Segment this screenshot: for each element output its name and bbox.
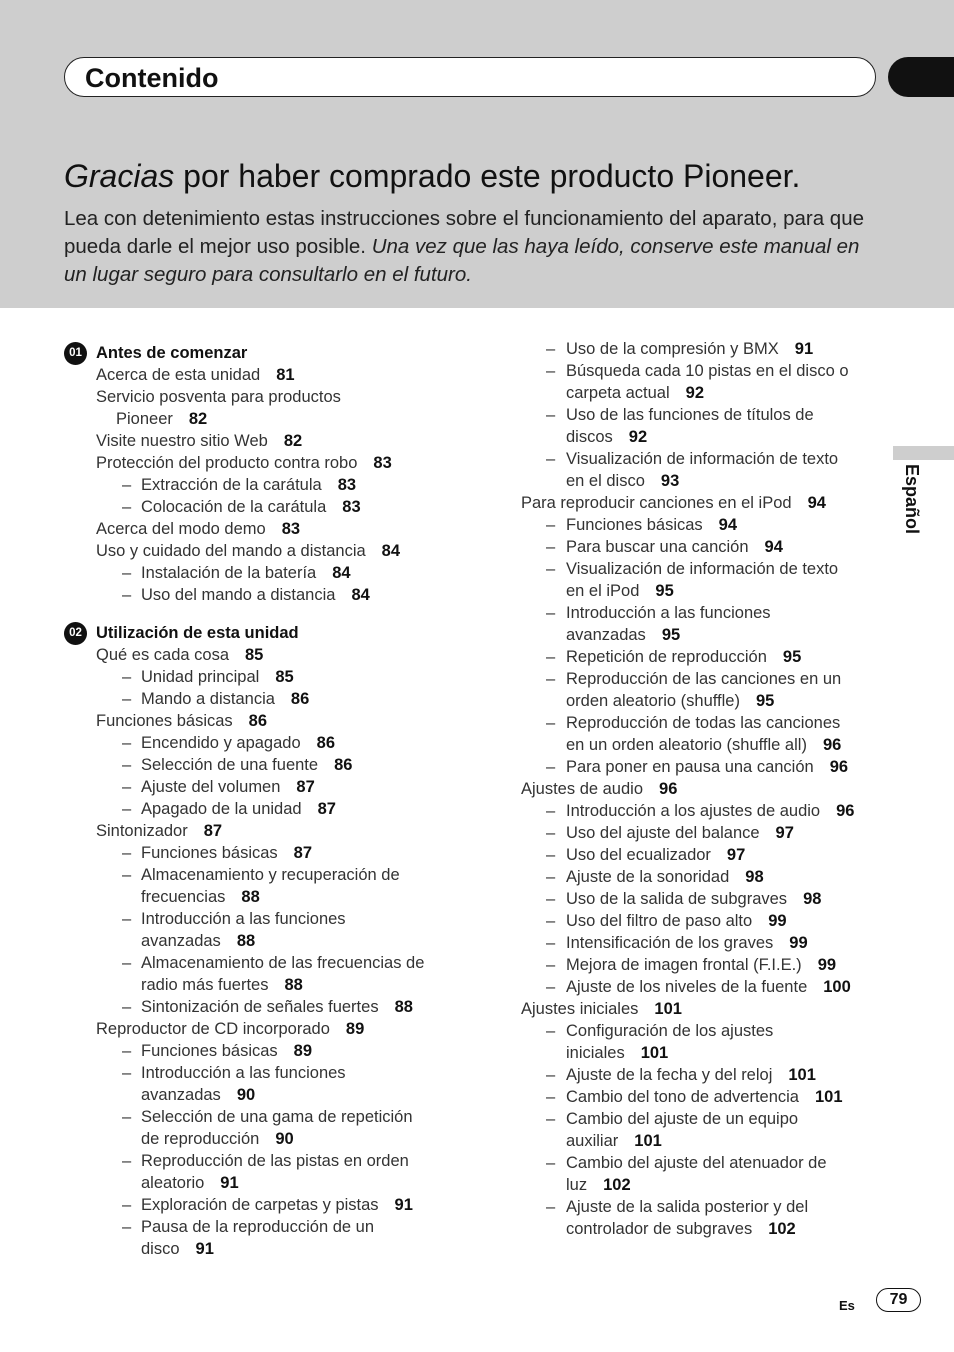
toc-entry-text: Para buscar una canción (566, 538, 749, 556)
toc-page-number: 92 (685, 384, 705, 402)
dash-bullet: – (546, 1066, 556, 1084)
toc-page-number: 87 (317, 800, 336, 818)
toc-entry-continuation: aleatorio (141, 1174, 205, 1192)
toc-page-number: 97 (775, 824, 794, 842)
toc-entry[interactable] (64, 540, 464, 562)
toc-subentry[interactable] (520, 1064, 880, 1086)
toc-entry-continuation: luz (566, 1176, 588, 1194)
toc-page-number: 88 (236, 932, 256, 950)
toc-page-number: 90 (236, 1086, 256, 1104)
toc-subentry[interactable] (64, 776, 464, 798)
toc-subentry[interactable] (64, 842, 464, 864)
toc-entry-text: Apagado de la unidad (141, 800, 302, 818)
toc-entry-text: Uso de las funciones de títulos de (566, 406, 814, 424)
toc-page-number: 98 (803, 890, 822, 908)
toc-entry-text: Mejora de imagen frontal (F.I.E.) (566, 956, 802, 974)
toc-subentry[interactable] (64, 496, 464, 518)
toc-entry-text: Acerca del modo demo (96, 520, 266, 538)
toc-subentry[interactable] (520, 514, 880, 536)
toc-page-number: 83 (342, 498, 361, 516)
toc-subentry[interactable] (520, 404, 880, 448)
dash-bullet: – (122, 1218, 132, 1236)
toc-subentry[interactable] (520, 712, 880, 756)
dash-bullet: – (122, 844, 132, 862)
dash-bullet: – (546, 824, 556, 842)
toc-entry-text: Colocación de la carátula (141, 498, 327, 516)
toc-subentry[interactable] (520, 932, 880, 954)
toc-entry[interactable] (64, 430, 464, 452)
toc-subentry[interactable] (64, 584, 464, 606)
dash-bullet: – (546, 516, 556, 534)
toc-entry[interactable] (64, 452, 464, 474)
toc-subentry[interactable] (520, 1020, 880, 1064)
toc-page-number: 86 (290, 690, 310, 708)
toc-page-number: 95 (755, 692, 775, 710)
dash-bullet: – (546, 934, 556, 952)
toc-entry-continuation: frecuencias (141, 888, 226, 906)
intro-plain: Lea con detenimiento estas instrucciones sobre el funcionamiento del aparato, para que pueda darle el mejor uso posible. (64, 207, 865, 258)
language-label-box (898, 464, 928, 554)
toc-page-number: 92 (628, 428, 648, 446)
toc-entry-text: Funciones básicas (141, 1042, 278, 1060)
dash-bullet: – (546, 956, 556, 974)
toc-entry-text: Funciones básicas (566, 516, 703, 534)
dash-bullet: – (122, 690, 132, 708)
section-number-badge: 02 (64, 622, 87, 645)
toc-page-number: 88 (394, 998, 413, 1016)
dash-bullet: – (122, 778, 132, 796)
toc-entry-text: Selección de una fuente (141, 756, 319, 774)
toc-entry[interactable] (520, 492, 880, 514)
dash-bullet: – (122, 1196, 132, 1214)
toc-subentry[interactable] (520, 558, 880, 602)
toc-subentry[interactable] (520, 800, 880, 822)
toc-subentry[interactable] (520, 536, 880, 558)
toc-entry-continuation: avanzadas (141, 932, 221, 950)
toc-entry-text: Funciones básicas (141, 844, 278, 862)
toc-subentry[interactable] (520, 1152, 880, 1196)
dash-bullet: – (122, 954, 132, 972)
dash-bullet: – (546, 340, 556, 358)
toc-entry[interactable] (64, 386, 464, 430)
toc-subentry[interactable] (520, 646, 880, 668)
toc-subentry[interactable] (64, 688, 464, 710)
toc-page-number: 96 (659, 780, 678, 798)
dash-bullet: – (546, 648, 556, 666)
toc-page-number: 96 (829, 758, 849, 776)
toc-page-number: 102 (768, 1220, 796, 1238)
toc-entry-text: Mando a distancia (141, 690, 275, 708)
toc-page-number: 89 (345, 1020, 365, 1038)
toc-page-number: 81 (276, 366, 295, 384)
toc-entry-text: Reproductor de CD incorporado (96, 1020, 330, 1038)
dash-bullet: – (122, 1152, 132, 1170)
toc-page-number: 85 (245, 646, 264, 664)
headline-rest: por haber comprado este producto Pioneer. (174, 158, 801, 194)
toc-entry-continuation: en el disco (566, 472, 645, 490)
dash-bullet: – (546, 1154, 556, 1172)
toc-entry-text: Uso del mando a distancia (141, 586, 336, 604)
toc-page-number: 91 (195, 1240, 214, 1258)
dash-bullet: – (546, 978, 556, 996)
toc-subentry[interactable] (64, 996, 464, 1018)
toc-entry-text: Uso del ajuste del balance (566, 824, 760, 842)
intro-paragraph (64, 205, 884, 289)
dash-bullet: – (546, 406, 556, 424)
toc-page-number: 82 (188, 410, 208, 428)
toc-subentry[interactable] (520, 866, 880, 888)
toc-page-number: 100 (823, 978, 851, 996)
toc-entry-text: Uso de la salida de subgraves (566, 890, 788, 908)
toc-page-number: 88 (241, 888, 260, 906)
toc-entry-text: Ajustes iniciales (521, 1000, 639, 1018)
toc-entry-text: Visualización de información de texto (566, 560, 839, 578)
toc-page-number: 98 (745, 868, 764, 886)
toc-entry-text: Uso de la compresión y BMX (566, 340, 779, 358)
dash-bullet: – (546, 1088, 556, 1106)
toc-page-number: 84 (381, 542, 401, 560)
toc-page-number: 88 (284, 976, 303, 994)
headline-italic: Gracias (64, 158, 175, 194)
section-title-pill (64, 57, 876, 97)
toc-entry-text: Uso del ecualizador (566, 846, 711, 864)
dash-bullet: – (122, 998, 132, 1016)
toc-entry-text: Introducción a las funciones (141, 1064, 346, 1082)
toc-entry-text: Búsqueda cada 10 pistas en el disco o (566, 362, 849, 380)
toc-entry-text: Encendido y apagado (141, 734, 301, 752)
toc-entry-continuation: en el iPod (566, 582, 640, 600)
toc-page-number: 87 (296, 778, 315, 796)
dash-bullet: – (546, 758, 556, 776)
toc-page-number: 89 (293, 1042, 313, 1060)
section-tab-marker (888, 57, 954, 97)
toc-page-number: 101 (640, 1044, 669, 1062)
toc-subentry[interactable] (64, 666, 464, 688)
toc-subentry[interactable] (64, 1216, 464, 1260)
toc-entry-text: Ajuste del volumen (141, 778, 281, 796)
toc-entry-continuation: en un orden aleatorio (shuffle all) (566, 736, 807, 754)
toc-subentry[interactable] (64, 908, 464, 952)
section-number-badge: 01 (64, 342, 87, 365)
toc-entry-text: Sintonizador (96, 822, 188, 840)
toc-entry-text: Ajustes de audio (521, 780, 644, 798)
dash-bullet: – (546, 912, 556, 930)
toc-entry-text: Servicio posventa para productos (96, 388, 341, 406)
toc-subentry[interactable] (64, 1106, 464, 1150)
toc-subentry[interactable] (520, 1108, 880, 1152)
toc-entry[interactable] (64, 1018, 464, 1040)
toc-entry-text: Pausa de la reproducción de un (141, 1218, 374, 1236)
toc-entry-text: Visite nuestro sitio Web (96, 432, 268, 450)
toc-entry-continuation: auxiliar (566, 1132, 619, 1150)
toc-subentry[interactable] (520, 448, 880, 492)
toc-left-column (64, 338, 464, 1260)
toc-entry-text: Repetición de reproducción (566, 648, 767, 666)
toc-page-number: 99 (768, 912, 787, 930)
toc-entry[interactable] (64, 710, 464, 732)
toc-page-number: 86 (316, 734, 335, 752)
toc-page-number: 87 (293, 844, 313, 862)
toc-subentry[interactable] (520, 756, 880, 778)
toc-entry-continuation: Pioneer (116, 410, 173, 428)
toc-subentry[interactable] (64, 754, 464, 776)
toc-subentry[interactable] (520, 910, 880, 932)
toc-subentry[interactable] (64, 952, 464, 996)
toc-entry-text: Visualización de información de texto (566, 450, 839, 468)
toc-entry-text: Introducción a las funciones (141, 910, 346, 928)
toc-entry-text: Para poner en pausa una canción (566, 758, 814, 776)
dash-bullet: – (546, 1022, 556, 1040)
toc-subentry[interactable] (520, 1086, 880, 1108)
dash-bullet: – (122, 668, 132, 686)
headline (64, 158, 800, 195)
toc-subentry[interactable] (64, 562, 464, 584)
dash-bullet: – (546, 890, 556, 908)
toc-subentry[interactable] (520, 954, 880, 976)
toc-entry[interactable] (64, 364, 464, 386)
toc-entry-text: Ajuste de la fecha y del reloj (566, 1066, 773, 1084)
dash-bullet: – (122, 476, 132, 494)
page-number: 79 (876, 1288, 921, 1312)
toc-entry-text: Introducción a las funciones (566, 604, 771, 622)
toc-entry-text: Cambio del ajuste del atenuador de (566, 1154, 827, 1172)
toc-entry-text: Instalación de la batería (141, 564, 317, 582)
toc-entry-text: Protección del producto contra robo (96, 454, 358, 472)
toc-page-number: 86 (334, 756, 353, 774)
dash-bullet: – (122, 564, 132, 582)
toc-subentry[interactable] (520, 822, 880, 844)
dash-bullet: – (546, 604, 556, 622)
toc-entry-text: Cambio del ajuste de un equipo (566, 1110, 799, 1128)
section-title: Contenido (85, 63, 219, 93)
dash-bullet: – (546, 538, 556, 556)
toc-page-number: 91 (220, 1174, 239, 1192)
dash-bullet: – (122, 734, 132, 752)
toc-page-number: 99 (789, 934, 808, 952)
toc-page-number: 96 (836, 802, 855, 820)
dash-bullet: – (122, 1064, 132, 1082)
toc-subentry[interactable] (520, 888, 880, 910)
toc-page-number: 95 (782, 648, 802, 666)
toc-entry-continuation: orden aleatorio (shuffle) (566, 692, 740, 710)
footer-lang-code: Es (839, 1298, 855, 1313)
dash-bullet: – (122, 1042, 132, 1060)
toc-page-number: 91 (794, 340, 814, 358)
language-label: Español (902, 464, 922, 535)
toc-page-number: 85 (275, 668, 294, 686)
toc-subentry[interactable] (520, 602, 880, 646)
toc-page-number: 95 (661, 626, 681, 644)
toc-page-number: 87 (203, 822, 223, 840)
toc-entry-continuation: discos (566, 428, 613, 446)
toc-page-number: 83 (373, 454, 392, 472)
toc-entry-continuation: radio más fuertes (141, 976, 269, 994)
intro-italic: Una vez que las haya leído, conserve este manual en un lugar seguro para consultarlo en el futuro. (64, 235, 860, 286)
toc-page-number: 83 (337, 476, 357, 494)
toc-entry-continuation: iniciales (566, 1044, 625, 1062)
toc-entry-text: Sintonización de señales fuertes (141, 998, 379, 1016)
dash-bullet: – (546, 846, 556, 864)
toc-entry-text: Selección de una gama de repetición (141, 1108, 413, 1126)
toc-entry-continuation: avanzadas (141, 1086, 221, 1104)
toc-page-number: 94 (764, 538, 783, 556)
dash-bullet: – (546, 560, 556, 578)
dash-bullet: – (546, 714, 556, 732)
dash-bullet: – (546, 670, 556, 688)
toc-section-heading (64, 620, 464, 644)
toc-page-number: 91 (394, 1196, 413, 1214)
toc-page-number: 101 (814, 1088, 843, 1106)
toc-page-number: 101 (788, 1066, 816, 1084)
dash-bullet: – (122, 1108, 132, 1126)
dash-bullet: – (122, 800, 132, 818)
toc-page-number: 95 (655, 582, 674, 600)
toc-entry-text: Almacenamiento y recuperación de (141, 866, 400, 884)
toc-entry-text: Ajuste de la salida posterior y del (566, 1198, 809, 1216)
toc-page-number: 86 (248, 712, 268, 730)
toc-page-number: 94 (718, 516, 738, 534)
toc-entry-text: Funciones básicas (96, 712, 233, 730)
toc-page-number: 90 (275, 1130, 294, 1148)
dash-bullet: – (546, 1198, 556, 1216)
toc-entry-continuation: carpeta actual (566, 384, 670, 402)
toc-entry-continuation: de reproducción (141, 1130, 260, 1148)
toc-entry-text: Acerca de esta unidad (96, 366, 261, 384)
toc-entry-text: Configuración de los ajustes (566, 1022, 774, 1040)
header-band (0, 0, 954, 308)
toc-subentry[interactable] (520, 1196, 880, 1240)
toc-page-number: 84 (332, 564, 351, 582)
dash-bullet: – (546, 1110, 556, 1128)
dash-bullet: – (122, 498, 132, 516)
toc-entry-text: Cambio del tono de advertencia (566, 1088, 799, 1106)
toc-subentry[interactable] (520, 976, 880, 998)
toc-entry-text: Reproducción de las pistas en orden (141, 1152, 409, 1170)
toc-entry-text: Reproducción de las canciones en un (566, 670, 842, 688)
toc-entry-text: Ajuste de la sonoridad (566, 868, 730, 886)
dash-bullet: – (546, 450, 556, 468)
dash-bullet: – (122, 866, 132, 884)
toc-page-number: 102 (603, 1176, 631, 1194)
toc-entry[interactable] (64, 644, 464, 666)
toc-page-number: 97 (726, 846, 746, 864)
toc-entry-continuation: avanzadas (566, 626, 646, 644)
toc-page-number: 99 (817, 956, 837, 974)
toc-entry-text: Introducción a los ajustes de audio (566, 802, 821, 820)
toc-subentry[interactable] (520, 844, 880, 866)
toc-entry-text: Extracción de la carátula (141, 476, 322, 494)
section-title-text: Utilización de esta unidad (96, 624, 299, 642)
toc-page-number: 101 (634, 1132, 662, 1150)
toc-page-number: 84 (351, 586, 370, 604)
toc-entry-text: Unidad principal (141, 668, 260, 686)
toc-section-heading (64, 340, 464, 364)
dash-bullet: – (122, 910, 132, 928)
toc-entry-text: Uso del filtro de paso alto (566, 912, 753, 930)
toc-entry-text: Para reproducir canciones en el iPod (521, 494, 792, 512)
toc-subentry[interactable] (64, 798, 464, 820)
toc-subentry[interactable] (520, 360, 880, 404)
toc-entry-text: Uso y cuidado del mando a distancia (96, 542, 366, 560)
toc-entry-text: Almacenamiento de las frecuencias de (141, 954, 425, 972)
toc-subentry[interactable] (64, 1062, 464, 1106)
section-title-text: Antes de comenzar (96, 344, 248, 362)
dash-bullet: – (546, 802, 556, 820)
language-tab (893, 446, 954, 460)
toc-entry-text: Exploración de carpetas y pistas (141, 1196, 379, 1214)
toc-subentry[interactable] (64, 1150, 464, 1194)
toc-entry[interactable] (64, 518, 464, 540)
toc-page-number: 82 (283, 432, 303, 450)
toc-subentry[interactable] (64, 732, 464, 754)
toc-right-column (520, 338, 880, 1240)
toc-entry[interactable] (520, 778, 880, 800)
toc-entry-text: Intensificación de los graves (566, 934, 774, 952)
toc-entry-text: Reproducción de todas las canciones (566, 714, 841, 732)
toc-subentry[interactable] (64, 1194, 464, 1216)
toc-subentry[interactable] (64, 1040, 464, 1062)
toc-subentry[interactable] (520, 668, 880, 712)
toc-page-number: 101 (654, 1000, 682, 1018)
toc-page-number: 93 (660, 472, 680, 490)
toc-entry-text: Ajuste de los niveles de la fuente (566, 978, 808, 996)
toc-page-number: 94 (807, 494, 826, 512)
toc-entry-text: Qué es cada cosa (96, 646, 229, 664)
toc-entry[interactable] (520, 998, 880, 1020)
dash-bullet: – (546, 362, 556, 380)
toc-entry-continuation: controlador de subgraves (566, 1220, 753, 1238)
dash-bullet: – (122, 756, 132, 774)
toc-entry[interactable] (64, 820, 464, 842)
toc-subentry[interactable] (520, 338, 880, 360)
dash-bullet: – (122, 586, 132, 604)
toc-page-number: 96 (822, 736, 842, 754)
toc-page-number: 83 (281, 520, 301, 538)
toc-subentry[interactable] (64, 864, 464, 908)
toc-subentry[interactable] (64, 474, 464, 496)
toc-entry-continuation: disco (141, 1240, 180, 1258)
dash-bullet: – (546, 868, 556, 886)
